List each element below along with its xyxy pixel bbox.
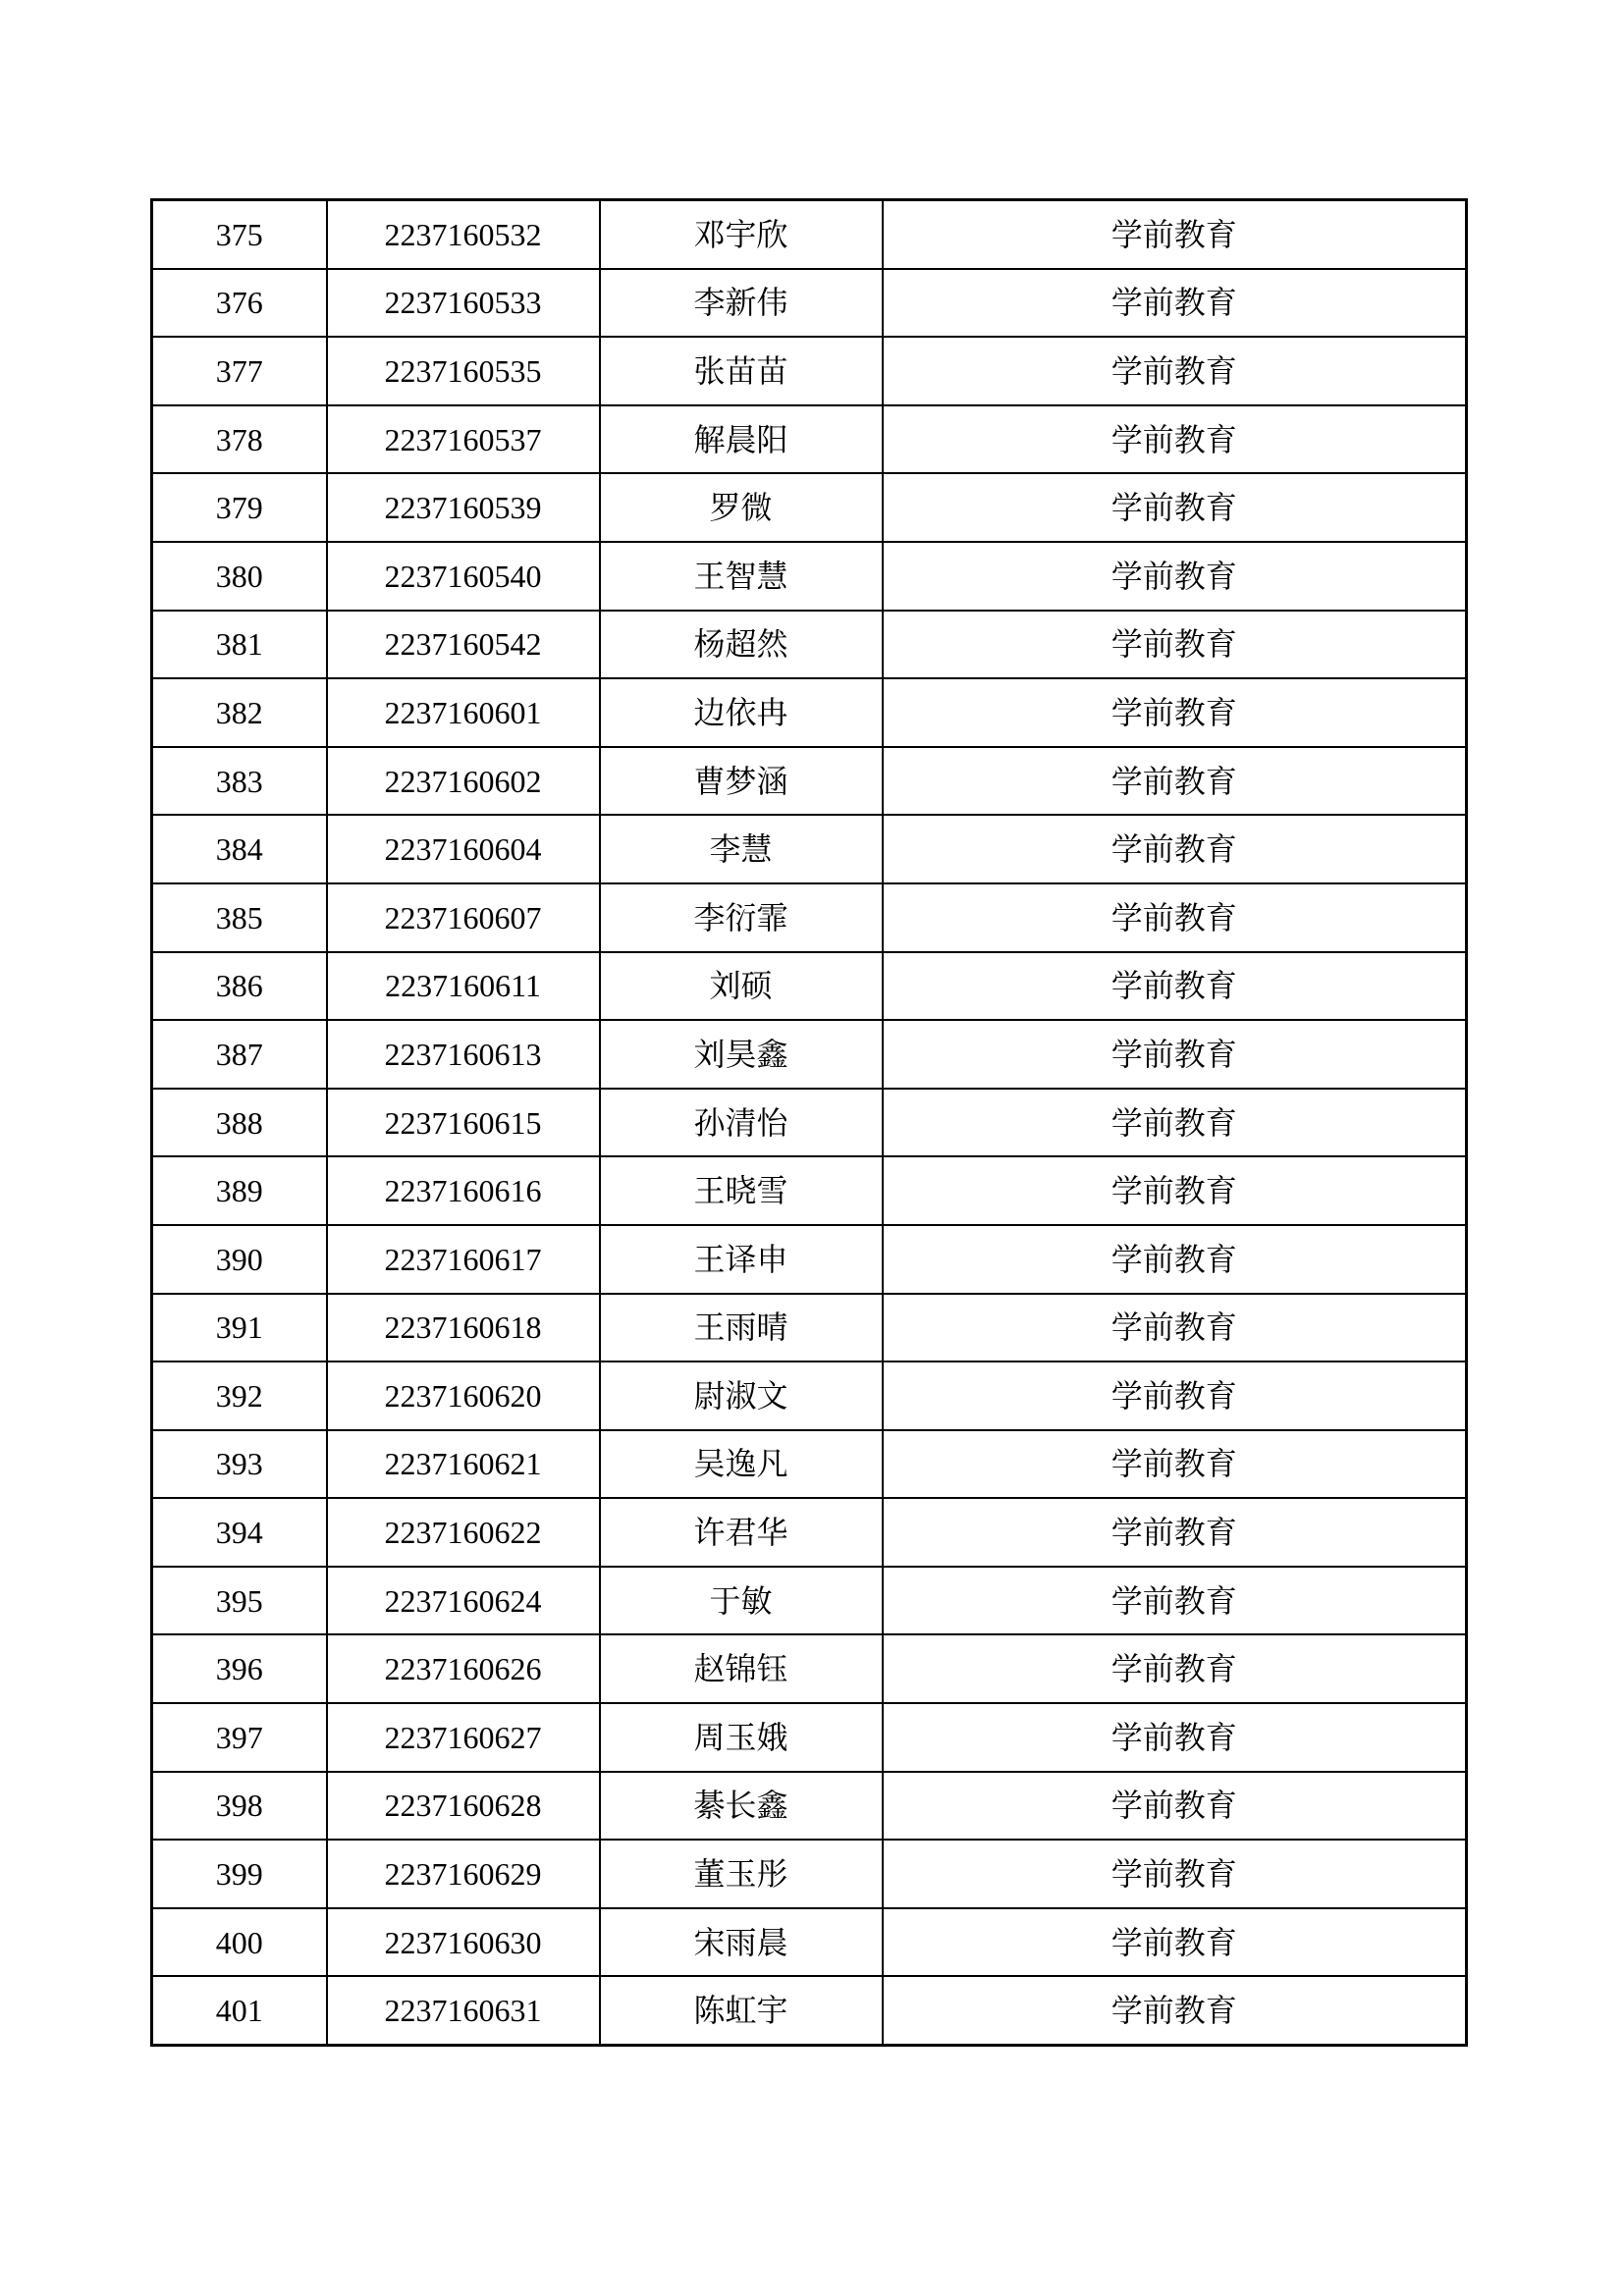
- student-name-cell: 解晨阳: [600, 405, 883, 474]
- student-name-cell: 许君华: [600, 1498, 883, 1567]
- row-number-cell: 394: [152, 1498, 327, 1567]
- major-cell: 学前教育: [883, 337, 1467, 405]
- table-row: [152, 1020, 1467, 1089]
- row-number-cell: 392: [152, 1362, 327, 1430]
- student-name-cell: 陈虹宇: [600, 1976, 883, 2045]
- student-name-cell: 邓宇欣: [600, 200, 883, 269]
- student-name-cell: 王译申: [600, 1225, 883, 1294]
- table-row: [152, 1294, 1467, 1362]
- table-row: [152, 1634, 1467, 1703]
- student-name-cell: 张苗苗: [600, 337, 883, 405]
- major-cell: 学前教育: [883, 1567, 1467, 1635]
- major-cell: 学前教育: [883, 678, 1467, 747]
- table-row: [152, 1225, 1467, 1294]
- major-cell: 学前教育: [883, 883, 1467, 952]
- row-number-cell: 377: [152, 337, 327, 405]
- student-name-cell: 尉淑文: [600, 1362, 883, 1430]
- student-id-cell: 2237160532: [327, 200, 600, 269]
- major-cell: 学前教育: [883, 405, 1467, 474]
- major-cell: 学前教育: [883, 1020, 1467, 1089]
- table-row: [152, 952, 1467, 1021]
- table-row: [152, 1498, 1467, 1567]
- major-cell: 学前教育: [883, 815, 1467, 883]
- table-row: [152, 883, 1467, 952]
- major-cell: 学前教育: [883, 1772, 1467, 1841]
- row-number-cell: 378: [152, 405, 327, 474]
- student-name-cell: 綦长鑫: [600, 1772, 883, 1841]
- table-row: [152, 200, 1467, 269]
- table-row: [152, 747, 1467, 816]
- major-cell: 学前教育: [883, 747, 1467, 816]
- table-row: [152, 405, 1467, 474]
- table-row: [152, 1567, 1467, 1635]
- student-id-cell: 2237160622: [327, 1498, 600, 1567]
- row-number-cell: 386: [152, 952, 327, 1021]
- table-row: [152, 1772, 1467, 1841]
- row-number-cell: 400: [152, 1908, 327, 1977]
- row-number-cell: 396: [152, 1634, 327, 1703]
- table-row: [152, 473, 1467, 542]
- row-number-cell: 393: [152, 1430, 327, 1499]
- row-number-cell: 391: [152, 1294, 327, 1362]
- student-id-cell: 2237160621: [327, 1430, 600, 1499]
- student-name-cell: 李衍霏: [600, 883, 883, 952]
- student-name-cell: 周玉娥: [600, 1703, 883, 1772]
- student-id-cell: 2237160613: [327, 1020, 600, 1089]
- student-name-cell: 边依冉: [600, 678, 883, 747]
- major-cell: 学前教育: [883, 1634, 1467, 1703]
- table-row: [152, 269, 1467, 338]
- table-row: [152, 1703, 1467, 1772]
- table-row: [152, 815, 1467, 883]
- student-name-cell: 赵锦钰: [600, 1634, 883, 1703]
- table-row: [152, 1840, 1467, 1908]
- table-row: [152, 1089, 1467, 1157]
- major-cell: 学前教育: [883, 1703, 1467, 1772]
- row-number-cell: 375: [152, 200, 327, 269]
- student-id-cell: 2237160624: [327, 1567, 600, 1635]
- student-id-cell: 2237160540: [327, 542, 600, 611]
- student-id-cell: 2237160620: [327, 1362, 600, 1430]
- student-id-cell: 2237160611: [327, 952, 600, 1021]
- row-number-cell: 389: [152, 1156, 327, 1225]
- student-name-cell: 曹梦涵: [600, 747, 883, 816]
- student-name-cell: 于敏: [600, 1567, 883, 1635]
- student-name-cell: 吴逸凡: [600, 1430, 883, 1499]
- row-number-cell: 388: [152, 1089, 327, 1157]
- major-cell: 学前教育: [883, 1430, 1467, 1499]
- row-number-cell: 383: [152, 747, 327, 816]
- student-id-cell: 2237160630: [327, 1908, 600, 1977]
- student-name-cell: 李新伟: [600, 269, 883, 338]
- row-number-cell: 398: [152, 1772, 327, 1841]
- row-number-cell: 390: [152, 1225, 327, 1294]
- major-cell: 学前教育: [883, 1225, 1467, 1294]
- student-name-cell: 刘硕: [600, 952, 883, 1021]
- major-cell: 学前教育: [883, 1089, 1467, 1157]
- row-number-cell: 379: [152, 473, 327, 542]
- row-number-cell: 397: [152, 1703, 327, 1772]
- student-name-cell: 孙清怡: [600, 1089, 883, 1157]
- table-row: [152, 1976, 1467, 2045]
- row-number-cell: 399: [152, 1840, 327, 1908]
- row-number-cell: 395: [152, 1567, 327, 1635]
- major-cell: 学前教育: [883, 1498, 1467, 1567]
- row-number-cell: 384: [152, 815, 327, 883]
- table-row: [152, 1156, 1467, 1225]
- major-cell: 学前教育: [883, 1156, 1467, 1225]
- row-number-cell: 380: [152, 542, 327, 611]
- student-id-cell: 2237160627: [327, 1703, 600, 1772]
- major-cell: 学前教育: [883, 611, 1467, 679]
- student-id-cell: 2237160602: [327, 747, 600, 816]
- major-cell: 学前教育: [883, 542, 1467, 611]
- student-roster-table: [150, 198, 1468, 2047]
- table-row: [152, 542, 1467, 611]
- student-id-cell: 2237160535: [327, 337, 600, 405]
- student-id-cell: 2237160631: [327, 1976, 600, 2045]
- row-number-cell: 376: [152, 269, 327, 338]
- student-id-cell: 2237160539: [327, 473, 600, 542]
- student-id-cell: 2237160628: [327, 1772, 600, 1841]
- major-cell: 学前教育: [883, 1908, 1467, 1977]
- major-cell: 学前教育: [883, 269, 1467, 338]
- major-cell: 学前教育: [883, 1362, 1467, 1430]
- student-name-cell: 王晓雪: [600, 1156, 883, 1225]
- major-cell: 学前教育: [883, 473, 1467, 542]
- table-row: [152, 337, 1467, 405]
- table-row: [152, 678, 1467, 747]
- student-id-cell: 2237160618: [327, 1294, 600, 1362]
- student-name-cell: 刘昊鑫: [600, 1020, 883, 1089]
- major-cell: 学前教育: [883, 1840, 1467, 1908]
- student-id-cell: 2237160615: [327, 1089, 600, 1157]
- student-id-cell: 2237160537: [327, 405, 600, 474]
- student-id-cell: 2237160617: [327, 1225, 600, 1294]
- roster-table-body: [152, 200, 1467, 2046]
- student-name-cell: 王雨晴: [600, 1294, 883, 1362]
- major-cell: 学前教育: [883, 200, 1467, 269]
- table-row: [152, 611, 1467, 679]
- student-name-cell: 杨超然: [600, 611, 883, 679]
- major-cell: 学前教育: [883, 1294, 1467, 1362]
- student-id-cell: 2237160604: [327, 815, 600, 883]
- student-name-cell: 宋雨晨: [600, 1908, 883, 1977]
- student-id-cell: 2237160616: [327, 1156, 600, 1225]
- student-name-cell: 罗微: [600, 473, 883, 542]
- table-row: [152, 1908, 1467, 1977]
- major-cell: 学前教育: [883, 952, 1467, 1021]
- row-number-cell: 381: [152, 611, 327, 679]
- student-id-cell: 2237160542: [327, 611, 600, 679]
- table-row: [152, 1430, 1467, 1499]
- row-number-cell: 387: [152, 1020, 327, 1089]
- row-number-cell: 385: [152, 883, 327, 952]
- student-id-cell: 2237160629: [327, 1840, 600, 1908]
- row-number-cell: 401: [152, 1976, 327, 2045]
- student-id-cell: 2237160533: [327, 269, 600, 338]
- table-row: [152, 1362, 1467, 1430]
- student-id-cell: 2237160607: [327, 883, 600, 952]
- student-id-cell: 2237160601: [327, 678, 600, 747]
- major-cell: 学前教育: [883, 1976, 1467, 2045]
- row-number-cell: 382: [152, 678, 327, 747]
- student-name-cell: 董玉彤: [600, 1840, 883, 1908]
- student-id-cell: 2237160626: [327, 1634, 600, 1703]
- student-name-cell: 李慧: [600, 815, 883, 883]
- student-name-cell: 王智慧: [600, 542, 883, 611]
